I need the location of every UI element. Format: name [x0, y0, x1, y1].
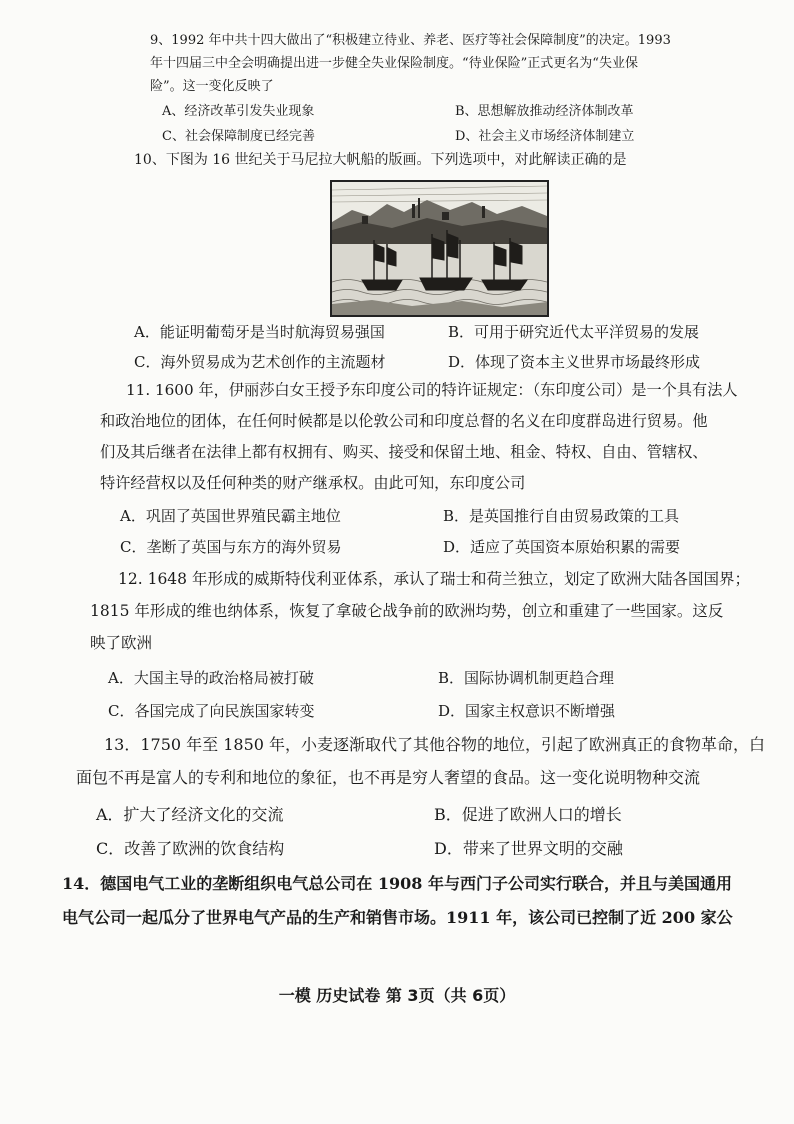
q13-option-b: B．促进了欧洲人口的增长 — [434, 805, 622, 824]
q13-option-c: C．改善了欧洲的饮食结构 — [96, 839, 285, 858]
q11-stem-line-3: 们及其后继者在法律上都有权拥有、购买、接受和保留土地、租金、特权、自由、管辖权、 — [100, 443, 708, 461]
q9-option-a: A、经济改革引发失业现象 — [162, 104, 315, 119]
q10-stem: 10、下图为 16 世纪关于马尼拉大帆船的版画。下列选项中，对此解读正确的是 — [134, 152, 627, 168]
q11-stem-line-4: 特许经营权以及任何种类的财产继承权。由此可知，东印度公司 — [100, 474, 526, 492]
q9-option-b: B、思想解放推动经济体制改革 — [455, 104, 634, 119]
page-footer: 一模 历史试卷 第 3页（共 6页） — [278, 986, 516, 1005]
q12-option-c: C．各国完成了向民族国家转变 — [108, 702, 315, 720]
q12-stem-line-1: 12. 1648 年形成的威斯特伐利亚体系，承认了瑞士和荷兰独立，划定了欧洲大陆各国国界； — [118, 570, 750, 588]
q9-stem-line-2: 年十四届三中全会明确提出进一步健全失业保险制度。“待业保险”正式更名为“失业保 — [150, 56, 638, 71]
q14-stem-line-1: 14．德国电气工业的垄断组织电气总公司在 1908 年与西门子公司实行联合，并且与美国通用 — [62, 874, 732, 893]
q12-option-b: B．国际协调机制更趋合理 — [438, 669, 615, 687]
q12-stem-line-3: 映了欧洲 — [90, 634, 153, 652]
q12-stem-line-2: 1815 年形成的维也纳体系，恢复了拿破仑战争前的欧洲均势，创立和重建了一些国家。这反 — [90, 602, 724, 620]
q14-stem-line-2: 电气公司一起瓜分了世界电气产品的生产和销售市场。1911 年，该公司已控制了近 200 家公 — [62, 908, 733, 927]
q13-option-d: D．带来了世界文明的交融 — [434, 839, 623, 858]
q10-option-b: B．可用于研究近代太平洋贸易的发展 — [448, 323, 700, 341]
q11-stem-line-2: 和政治地位的团体，在任何时候都是以伦敦公司和印度总督的名义在印度群岛进行贸易。他 — [100, 412, 708, 430]
q11-stem-line-1: 11. 1600 年，伊丽莎白女王授予东印度公司的特许证规定：（东印度公司）是一个具有法人 — [126, 381, 738, 399]
q12-option-d: D．国家主权意识不断增强 — [438, 702, 616, 720]
q10-option-c: C．海外贸易成为艺术创作的主流题材 — [134, 353, 386, 371]
q10-option-d: D．体现了资本主义世界市场最终形成 — [448, 353, 701, 371]
galleon-engraving-image — [330, 180, 549, 317]
q13-stem-line-1: 13．1750 年至 1850 年，小麦逐渐取代了其他谷物的地位，引起了欧洲真正的食物革命，白 — [104, 735, 766, 754]
q11-option-c: C．垄断了英国与东方的海外贸易 — [120, 538, 342, 556]
q12-option-a: A．大国主导的政治格局被打破 — [108, 669, 314, 687]
q11-option-a: A．巩固了英国世界殖民霸主地位 — [120, 507, 341, 525]
q13-option-a: A．扩大了经济文化的交流 — [96, 805, 284, 824]
q9-stem-line-1: 9、1992 年中共十四大做出了“积极建立待业、养老、医疗等社会保障制度”的决定。1993 — [150, 33, 671, 48]
q13-stem-line-2: 面包不再是富人的专利和地位的象征，也不再是穷人奢望的食品。这一变化说明物种交流 — [76, 768, 701, 787]
q9-option-d: D、社会主义市场经济体制建立 — [455, 129, 635, 144]
q10-option-a: A．能证明葡萄牙是当时航海贸易强国 — [134, 323, 385, 341]
q11-option-b: B．是英国推行自由贸易政策的工具 — [443, 507, 680, 525]
galleon-engraving-illustration — [332, 182, 547, 315]
q11-option-d: D．适应了英国资本原始积累的需要 — [443, 538, 681, 556]
q9-option-c: C、社会保障制度已经完善 — [162, 129, 315, 144]
q9-stem-line-3: 险”。这一变化反映了 — [150, 79, 274, 94]
